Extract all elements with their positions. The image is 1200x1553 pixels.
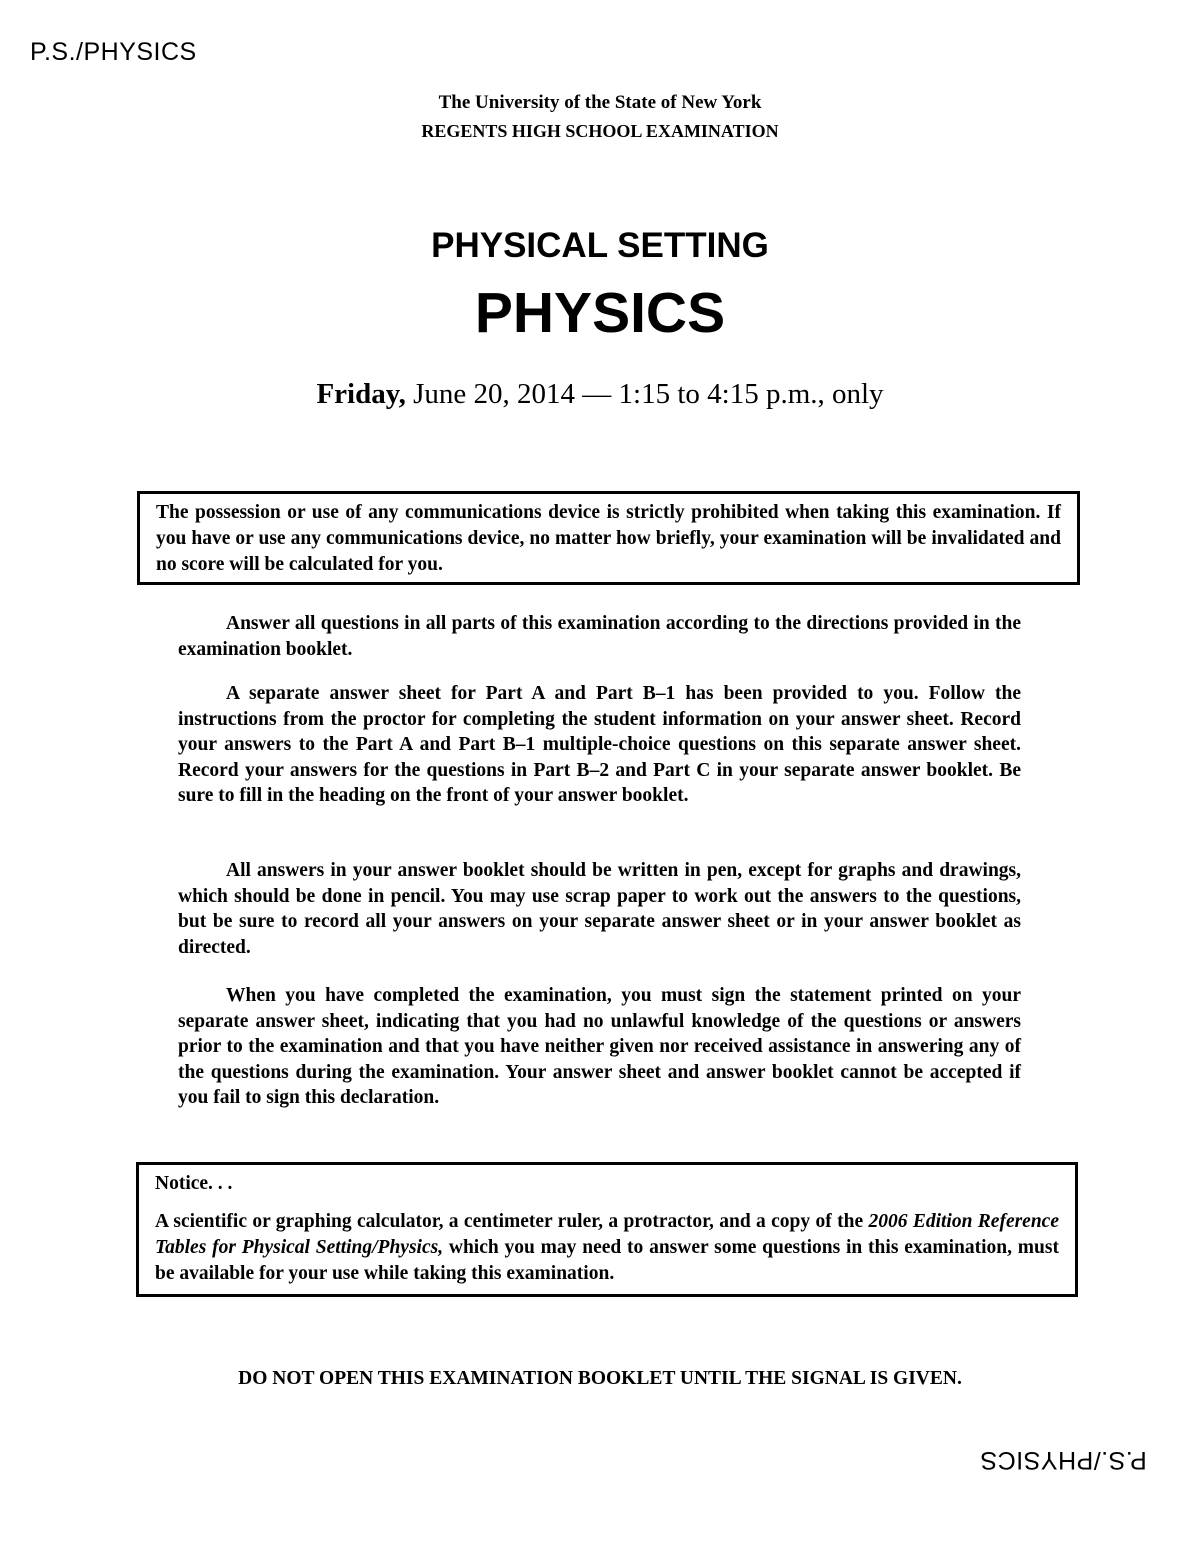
reference-tables-title: 2006 Edition Reference Tables for Physical Setting/Physics, (155, 1211, 1059, 1258)
page-title: PHYSICS (474, 281, 726, 345)
communications-warning-box (137, 491, 1080, 585)
notice-title: Notice. . . (155, 1173, 233, 1194)
exam-date-time: June 20, 2014 — 1:15 to 4:15 p.m., only (405, 378, 884, 410)
exam-type: REGENTS HIGH SCHOOL EXAMINATION (421, 121, 779, 141)
corner-code-top: P.S./PHYSICS (30, 38, 197, 66)
exam-date-line (0, 378, 1200, 411)
do-not-open-notice: DO NOT OPEN THIS EXAMINATION BOOKLET UNTIL THE SIGNAL IS GIVEN. (238, 1368, 962, 1389)
instruction-paragraph: When you have completed the examination, you must sign the statement printed on your separate answer sheet, indicating that you had no unlawful knowledge of the questions or answers prior to the examination and that you have neither given nor received assistance in answering any of the questions during the examination. Your answer sheet and answer booklet cannot be accepted if you fail to sign this declaration. (178, 985, 1021, 1108)
notice-text: A scientific or graphing calculator, a centimeter ruler, a protractor, and a copy of the 2006 Edition Reference Tables for Physical Setting/Physics, which you may need to answer some questions in this examination, must be available for your use while taking this examination. (155, 1211, 1059, 1284)
university-name: The University of the State of New York (438, 92, 762, 113)
subject-heading: PHYSICAL SETTING (431, 226, 769, 265)
instruction-paragraph: All answers in your answer booklet should be written in pen, except for graphs and drawings, which should be done in pencil. You may use scrap paper to work out the answers to the questions, but be sure to record all your answers on your separate answer sheet or in your answer booklet as directed. (178, 860, 1021, 958)
instruction-paragraph: Answer all questions in all parts of this examination according to the directions provided in the examination booklet. (178, 613, 1021, 660)
exam-day: Friday, (316, 378, 406, 410)
corner-code-bottom-inverted: P.S./PHYSICS (980, 1446, 1147, 1474)
warning-text: The possession or use of any communications device is strictly prohibited when taking this examination. If you have or use any communications device, no matter how briefly, your examination will be invalidated and no score will be calculated for you. (156, 502, 1061, 575)
notice-box (136, 1162, 1078, 1297)
instruction-paragraph: A separate answer sheet for Part A and Part B–1 has been provided to you. Follow the instructions from the proctor for completing the student information on your answer sheet. Record your answers to the Part A and Part B–1 multiple-choice questions on this separate answer sheet. Record your answers for the questions in Part B–2 and Part C in your separate answer booklet. Be sure to fill in the heading on the front of your answer booklet. (178, 683, 1021, 806)
